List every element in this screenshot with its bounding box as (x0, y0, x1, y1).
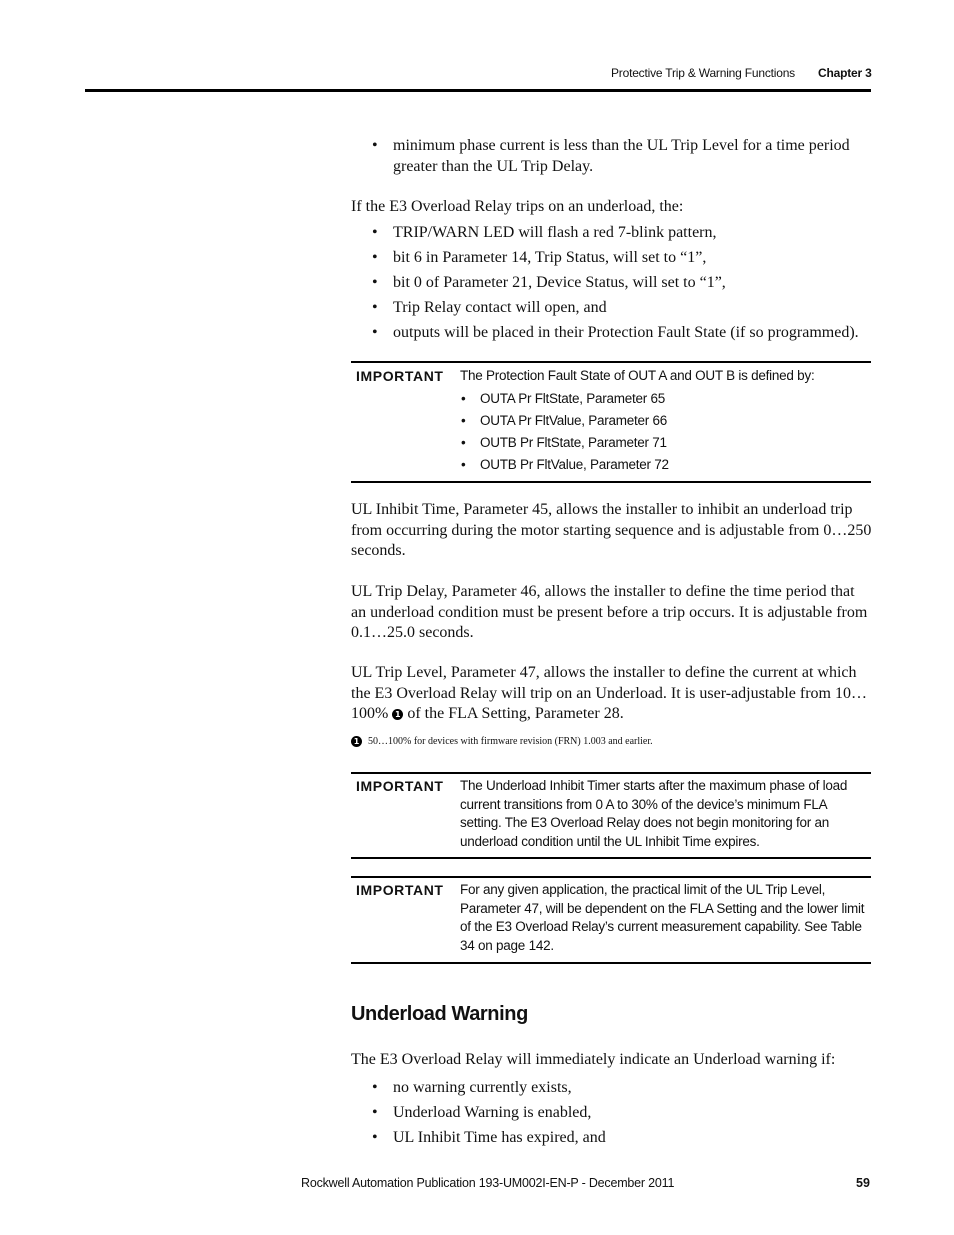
footnote (351, 736, 653, 747)
trip-bullet-list (372, 220, 872, 345)
important-note-trip-level-limit (351, 876, 871, 964)
list-item: • Underload Warning is enabled, (372, 1100, 872, 1125)
list-item: • OUTB Pr FltValue, Parameter 72 (460, 454, 669, 476)
important-label: IMPORTANT (356, 778, 444, 794)
ul-inhibit-time-paragraph: UL Inhibit Time, Parameter 45, allows the installer to inhibit an underload trip from occurring during the motor starting sequence and is adjustable from 0…250 seconds. (351, 501, 872, 559)
list-item: • TRIP/WARN LED will flash a red 7-blink pattern, (372, 220, 872, 245)
important-note-inhibit-timer (351, 772, 871, 859)
condition-bullet-list (372, 135, 872, 177)
important-note-fault-state (351, 361, 871, 483)
important-text: The Protection Fault State of OUT A and OUT B is defined by: (460, 368, 815, 383)
ul-trip-level-paragraph (351, 663, 873, 725)
important-text: The Underload Inhibit Timer starts after the maximum phase of load current transitions from 0 A to 30% of the device’s minimum FLA setting. The E3 Overload Relay does not begin monitoring for an underload condition until the UL Inhibit Time expires. (460, 778, 848, 850)
list-item: • OUTB Pr FltState, Parameter 71 (460, 432, 669, 454)
paragraph-text: UL Trip Level, Parameter 47, allows the installer to define the current at which the E3 Overload Relay will trip on an Underload. It is user-adjustable from 10…100% (351, 664, 867, 722)
list-item: • bit 0 of Parameter 21, Device Status, will set to “1”, (372, 270, 872, 295)
important-text: For any given application, the practical limit of the UL Trip Level, Parameter 47, will be dependent on the FLA Setting and the lower limit of the E3 Overload Relay’s current measurement capability. See Table 34 on page 142. (460, 882, 865, 954)
important-label: IMPORTANT (356, 368, 444, 384)
footnote-text: 50…100% for devices with firmware revision (FRN) 1.003 and earlier. (368, 736, 653, 747)
list-item: • bit 6 in Parameter 14, Trip Status, will set to “1”, (372, 245, 872, 270)
list-item: • no warning currently exists, (372, 1075, 872, 1100)
warning-bullet-list (372, 1075, 872, 1150)
page-number: 59 (856, 1176, 870, 1190)
list-item: • UL Inhibit Time has expired, and (372, 1125, 872, 1150)
footnote-marker-icon: 1 (392, 709, 403, 720)
parameter-list (460, 388, 669, 476)
paragraph-text: of the FLA Setting, Parameter 28. (407, 705, 624, 722)
running-header-section: Protective Trip & Warning Functions (611, 66, 795, 80)
list-item: • OUTA Pr FltState, Parameter 65 (460, 388, 669, 410)
list-item: • OUTA Pr FltValue, Parameter 66 (460, 410, 669, 432)
running-header-chapter: Chapter 3 (818, 66, 872, 80)
footer-publication: Rockwell Automation Publication 193-UM002I-EN-P - December 2011 (301, 1176, 675, 1190)
section-heading: Underload Warning (351, 1003, 528, 1025)
ul-trip-delay-paragraph: UL Trip Delay, Parameter 46, allows the installer to define the time period that an underload condition must be present before a trip occurs. It is adjustable from 0.1…25.0 seconds. (351, 583, 868, 641)
important-label: IMPORTANT (356, 882, 444, 898)
header-rule (85, 89, 871, 92)
footnote-marker-icon: 1 (351, 736, 362, 747)
warning-intro-paragraph: The E3 Overload Relay will immediately indicate an Underload warning if: (351, 1051, 836, 1068)
list-item: • Trip Relay contact will open, and (372, 295, 872, 320)
trip-intro-paragraph: If the E3 Overload Relay trips on an underload, the: (351, 198, 684, 215)
list-item: • minimum phase current is less than the UL Trip Level for a time period greater than the UL Trip Delay. (372, 135, 872, 177)
list-item: • outputs will be placed in their Protection Fault State (if so programmed). (372, 320, 872, 345)
